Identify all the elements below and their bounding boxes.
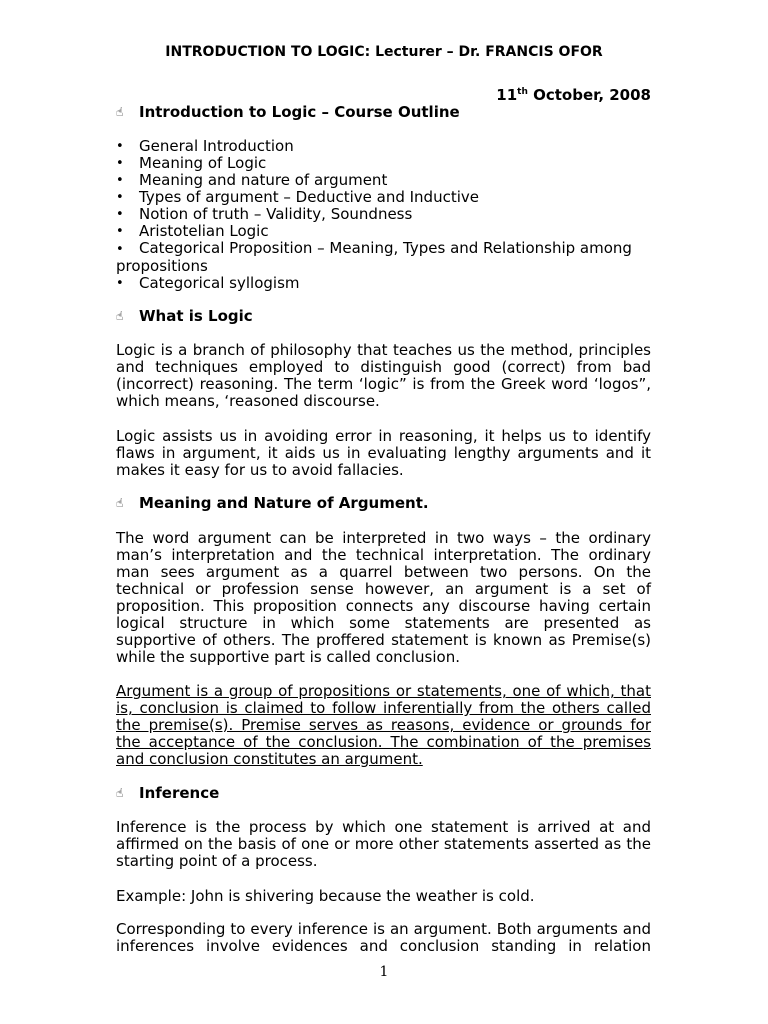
section-heading-text: Introduction to Logic – Course Outline — [139, 103, 460, 121]
bullet-icon: • — [116, 224, 124, 239]
bullet-icon: • — [116, 276, 124, 291]
paragraph: Corresponding to every inference is an argument. Both arguments and inferences involve evidences and conclusion standing in relation — [116, 920, 651, 955]
paragraph-definition: Argument is a group of propositions or statements, one of which, that is, conclusion is claimed to follow inferentially from the others called the premise(s). Premise serves as reasons, evidence or grounds for the acceptance of the conclusion. The combination of the premises and conclusion constitutes an argument. — [116, 682, 651, 768]
list-item: • General Introduction — [116, 137, 294, 155]
bullet-icon: • — [116, 156, 124, 171]
document-header: INTRODUCTION TO LOGIC: Lecturer – Dr. FRANCIS OFOR — [165, 44, 603, 60]
list-item: • Categorical syllogism — [116, 274, 300, 292]
pointing-hand-icon: ☝ — [116, 309, 124, 323]
date-day: 11 — [496, 86, 518, 104]
bullet-icon: • — [116, 139, 124, 154]
pointing-hand-icon: ☝ — [116, 105, 124, 119]
course-outline-list — [116, 138, 651, 292]
section-heading-outline — [116, 104, 651, 121]
date-suffix: th — [517, 87, 528, 97]
section-heading-argument — [116, 495, 651, 512]
document-date — [116, 87, 651, 104]
paragraph: Logic is a branch of philosophy that teaches us the method, principles and techniques employed to distinguish good (correct) from bad (incorrect) reasoning. The term ‘logic” is from the Greek word ‘logos”, which means, ‘reasoned discourse. — [116, 341, 651, 410]
paragraph: Logic assists us in avoiding error in reasoning, it helps us to identify flaws in argument, it aids us in evaluating lengthy arguments and it makes it easy for us to avoid fallacies. — [116, 427, 651, 479]
list-item: • Meaning of Logic — [116, 154, 267, 172]
section-heading-text: What is Logic — [139, 307, 253, 325]
paragraph: The word argument can be interpreted in two ways – the ordinary man’s interpretation and the technical interpretation. The ordinary man sees argument as a quarrel between two persons. On the technical or profession sense however, an argument is a set of proposition. This proposition connects any discourse having certain logical structure in which some statements are presented as supportive of others. The proffered statement is known as Premise(s) while the supportive part is called conclusion. — [116, 529, 651, 666]
list-item: • Aristotelian Logic — [116, 222, 269, 240]
date-rest: October, 2008 — [527, 86, 651, 104]
paragraph-example: Example: John is shivering because the weather is cold. — [116, 887, 535, 905]
list-item: • Categorical Proposition – Meaning, Types and Relationship among propositions — [116, 239, 632, 275]
section-heading-text: Meaning and Nature of Argument. — [139, 494, 429, 512]
bullet-icon: • — [116, 242, 124, 257]
bullet-icon: • — [116, 173, 124, 188]
bullet-icon: • — [116, 190, 124, 205]
section-heading-what-is-logic — [116, 308, 651, 325]
page-number: 1 — [379, 964, 389, 980]
pointing-hand-icon: ☝ — [116, 496, 124, 510]
list-item: • Meaning and nature of argument — [116, 171, 388, 189]
paragraph: Inference is the process by which one statement is arrived at and affirmed on the basis of one or more other statements asserted as the starting point of a process. — [116, 818, 651, 870]
section-heading-text: Inference — [139, 784, 220, 802]
list-item: • Notion of truth – Validity, Soundness — [116, 205, 413, 223]
bullet-icon: • — [116, 207, 124, 222]
list-item: • Types of argument – Deductive and Inductive — [116, 188, 479, 206]
pointing-hand-icon: ☝ — [116, 786, 124, 800]
section-heading-inference — [116, 785, 651, 802]
